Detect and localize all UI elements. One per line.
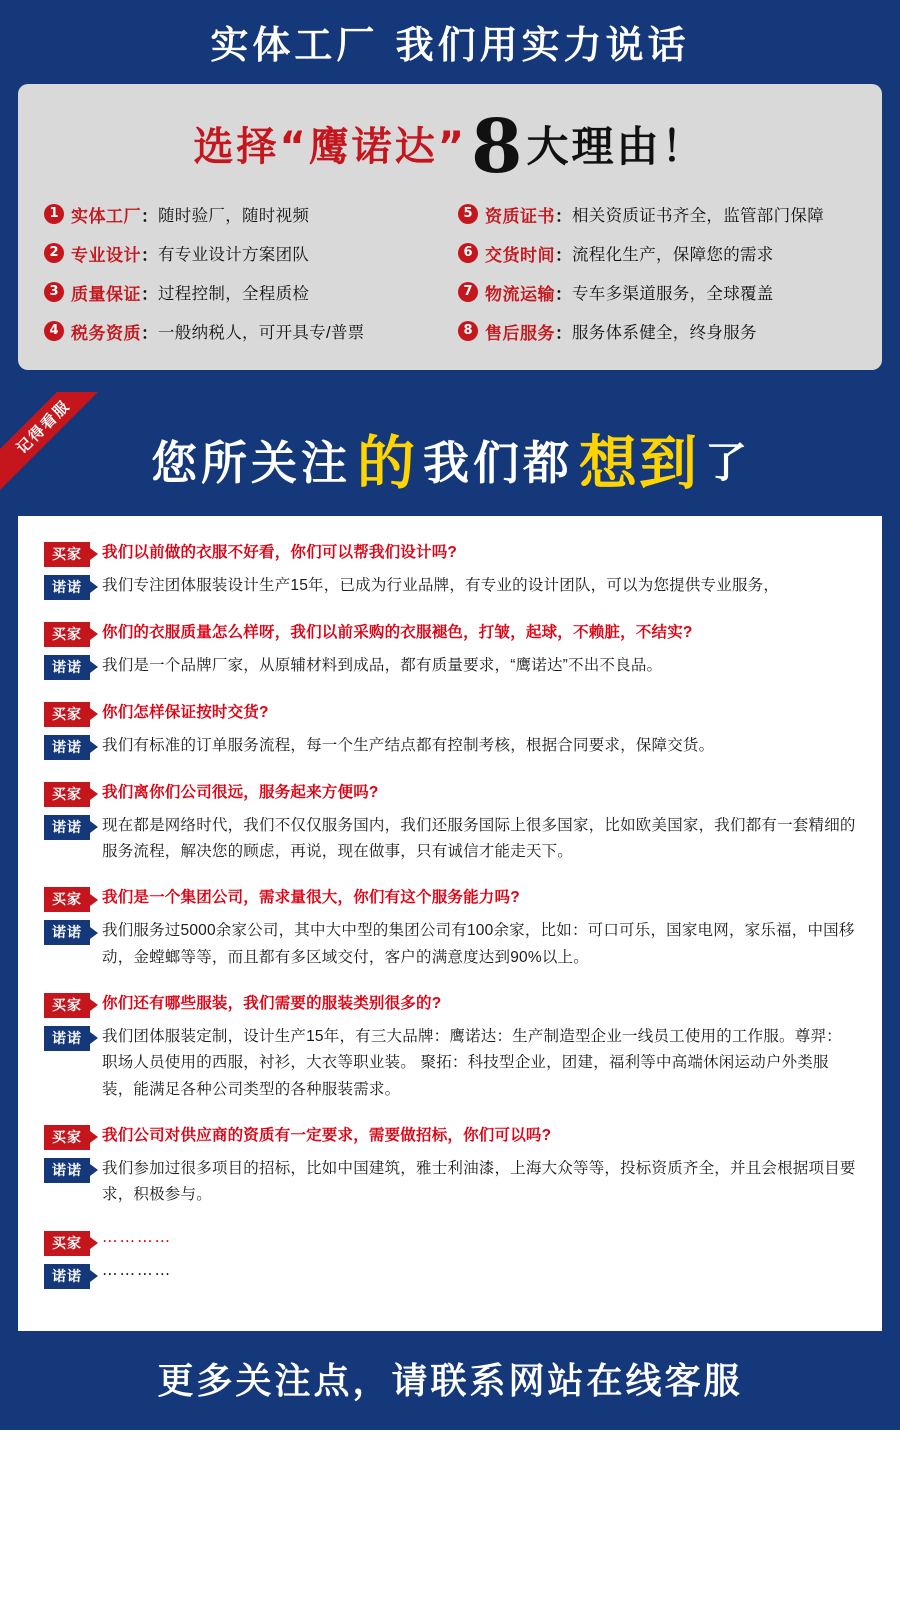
card-title-number: 8 <box>471 103 523 190</box>
reason-separator: ： <box>555 245 572 265</box>
question-line <box>44 991 856 1018</box>
faq-headline-part3: 我们都 <box>422 435 573 490</box>
buyer-tag: 买家 <box>44 1125 90 1150</box>
seller-tag: 诺诺 <box>44 1264 90 1289</box>
reason-item <box>44 319 442 344</box>
corner-ribbon: 记得看服 <box>0 392 113 497</box>
question-line <box>44 700 856 727</box>
seller-tag: 诺诺 <box>44 735 90 760</box>
seller-tag: 诺诺 <box>44 1158 90 1183</box>
question-line <box>44 780 856 807</box>
answer-text: 我们服务过5000余家公司，其中大中型的集团公司有100余家，比如：可口可乐，国家电网，家乐福，中国移动，金螳螂等等，而且都有多区域交付，客户的满意度达到90%以上。 <box>102 922 855 966</box>
reason-value: 服务体系健全，终身服务 <box>572 324 757 342</box>
reason-number-badge: 3 <box>44 282 64 302</box>
answer-text: 我们参加过很多项目的招标，比如中国建筑，雅士利油漆，上海大众等等，投标资质齐全，并且会根据项目要求，积极参与。 <box>102 1159 856 1204</box>
answer-line <box>44 573 856 600</box>
question-line <box>44 540 856 567</box>
question-text: 你们怎样保证按时交货? <box>102 703 269 721</box>
faq-card <box>18 516 882 1331</box>
reason-separator: ： <box>555 284 572 304</box>
qa-block <box>44 1123 856 1209</box>
faq-headline-part2: 的 <box>356 428 417 497</box>
reason-item <box>44 202 442 227</box>
reason-key: 专业设计 <box>71 245 141 265</box>
reason-key: 物流运输 <box>485 284 555 304</box>
reason-separator: ： <box>555 323 572 343</box>
reasons-headline: 实体工厂 我们用实力说话 <box>210 23 690 67</box>
question-text: ⋯⋯⋯⋯ <box>102 1232 172 1250</box>
reason-separator: ： <box>141 245 158 265</box>
question-line <box>44 620 856 647</box>
reason-item <box>458 202 856 227</box>
reason-item <box>458 319 856 344</box>
reasons-card-title <box>44 104 856 202</box>
faq-headline <box>18 392 882 516</box>
qa-block <box>44 620 856 680</box>
question-text: 我们以前做的衣服不好看，你们可以帮我们设计吗? <box>102 543 458 561</box>
buyer-tag: 买家 <box>44 622 90 647</box>
seller-tag: 诺诺 <box>44 920 90 945</box>
reason-value: 流程化生产，保障您的需求 <box>572 246 774 264</box>
faq-headline-part5: 了 <box>705 437 750 487</box>
qa-block <box>44 780 856 866</box>
answer-line <box>44 653 856 680</box>
answer-line <box>44 1262 856 1289</box>
answer-line <box>44 733 856 760</box>
question-line <box>44 1123 856 1150</box>
reason-number-badge: 8 <box>458 321 478 341</box>
reason-key: 售后服务 <box>485 323 555 343</box>
reason-value: 专车多渠道服务，全球覆盖 <box>572 285 774 303</box>
reason-key: 交货时间 <box>485 245 555 265</box>
reason-key: 税务资质 <box>71 323 141 343</box>
reasons-grid <box>44 202 856 344</box>
answer-line <box>44 1156 856 1209</box>
reason-number-badge: 2 <box>44 243 64 263</box>
answer-text: 我们团体服装定制，设计生产15年，有三大品牌：鹰诺达：生产制造型企业一线员工使用的工作服。尊羿：职场人员使用的西服，衬衫，大衣等职业装。 聚拓：科技型企业，团建，福利等中高端休闲运动户外类服装，能满足各种公司类型的各种服装需求。 <box>102 1027 842 1098</box>
buyer-tag: 买家 <box>44 887 90 912</box>
seller-tag: 诺诺 <box>44 1026 90 1051</box>
question-text: 你们还有哪些服装，我们需要的服装类别很多的? <box>102 994 442 1012</box>
answer-text: 我们有标准的订单服务流程，每一个生产结点都有控制考核，根据合同要求，保障交货。 <box>102 736 715 754</box>
reason-separator: ： <box>555 206 572 226</box>
reason-key: 质量保证 <box>71 284 141 304</box>
question-text: 我们离你们公司很远，服务起来方便吗? <box>102 783 379 801</box>
buyer-tag: 买家 <box>44 993 90 1018</box>
seller-tag: 诺诺 <box>44 655 90 680</box>
faq-footer-text: 更多关注点，请联系网站在线客服 <box>157 1360 743 1402</box>
reason-value: 一般纳税人，可开具专/普票 <box>158 324 365 342</box>
reason-key: 资质证书 <box>485 206 555 226</box>
reasons-section <box>0 0 900 392</box>
question-text: 你们的衣服质量怎么样呀，我们以前采购的衣服褪色，打皱，起球，不赖脏，不结实? <box>102 623 693 641</box>
reason-separator: ： <box>141 206 158 226</box>
answer-line <box>44 813 856 866</box>
reason-item <box>458 280 856 305</box>
buyer-tag: 买家 <box>44 1231 90 1256</box>
question-line <box>44 885 856 912</box>
reason-number-badge: 1 <box>44 204 64 224</box>
reason-value: 有专业设计方案团队 <box>158 246 310 264</box>
reason-separator: ： <box>141 323 158 343</box>
seller-tag: 诺诺 <box>44 815 90 840</box>
buyer-tag: 买家 <box>44 702 90 727</box>
faq-headline-part4: 想到 <box>578 428 699 497</box>
reason-value: 相关资质证书齐全，监管部门保障 <box>572 207 824 225</box>
reason-number-badge: 6 <box>458 243 478 263</box>
reason-item <box>458 241 856 266</box>
qa-block <box>44 1229 856 1289</box>
answer-text: 我们是一个品牌厂家，从原辅材料到成品，都有质量要求，“鹰诺达”不出不良品。 <box>102 656 663 674</box>
qa-block <box>44 991 856 1103</box>
answer-text: 我们专注团体服装设计生产15年，已成为行业品牌，有专业的设计团队，可以为您提供专业服务， <box>102 576 780 594</box>
reason-separator: ： <box>141 284 158 304</box>
card-title-red: 选择“鹰诺达” <box>193 123 468 170</box>
reason-item <box>44 280 442 305</box>
card-title-black: 大理由！ <box>526 121 707 171</box>
qa-block <box>44 700 856 760</box>
reason-number-badge: 4 <box>44 321 64 341</box>
faq-section <box>0 392 900 1430</box>
reasons-card <box>18 84 882 370</box>
seller-tag: 诺诺 <box>44 575 90 600</box>
question-text: 我们公司对供应商的资质有一定要求，需要做招标，你们可以吗? <box>102 1126 552 1144</box>
qa-block <box>44 540 856 600</box>
question-line <box>44 1229 856 1256</box>
answer-text: 现在都是网络时代，我们不仅仅服务国内，我们还服务国际上很多国家，比如欧美国家，我们都有一套精细的服务流程，解决您的顾虑，再说，现在做事，只有诚信才能走天下。 <box>102 816 856 860</box>
buyer-tag: 买家 <box>44 782 90 807</box>
buyer-tag: 买家 <box>44 542 90 567</box>
reason-key: 实体工厂 <box>71 206 141 226</box>
answer-line <box>44 918 856 971</box>
reason-number-badge: 5 <box>458 204 478 224</box>
reason-value: 过程控制，全程质检 <box>158 285 310 303</box>
answer-text: ⋯⋯⋯⋯ <box>102 1265 172 1283</box>
answer-line <box>44 1024 856 1103</box>
reason-item <box>44 241 442 266</box>
faq-headline-part1: 您所关注 <box>150 435 351 490</box>
qa-block <box>44 885 856 971</box>
reason-value: 随时验厂，随时视频 <box>158 207 310 225</box>
reason-number-badge: 7 <box>458 282 478 302</box>
question-text: 我们是一个集团公司，需求量很大，你们有这个服务能力吗? <box>102 889 520 907</box>
